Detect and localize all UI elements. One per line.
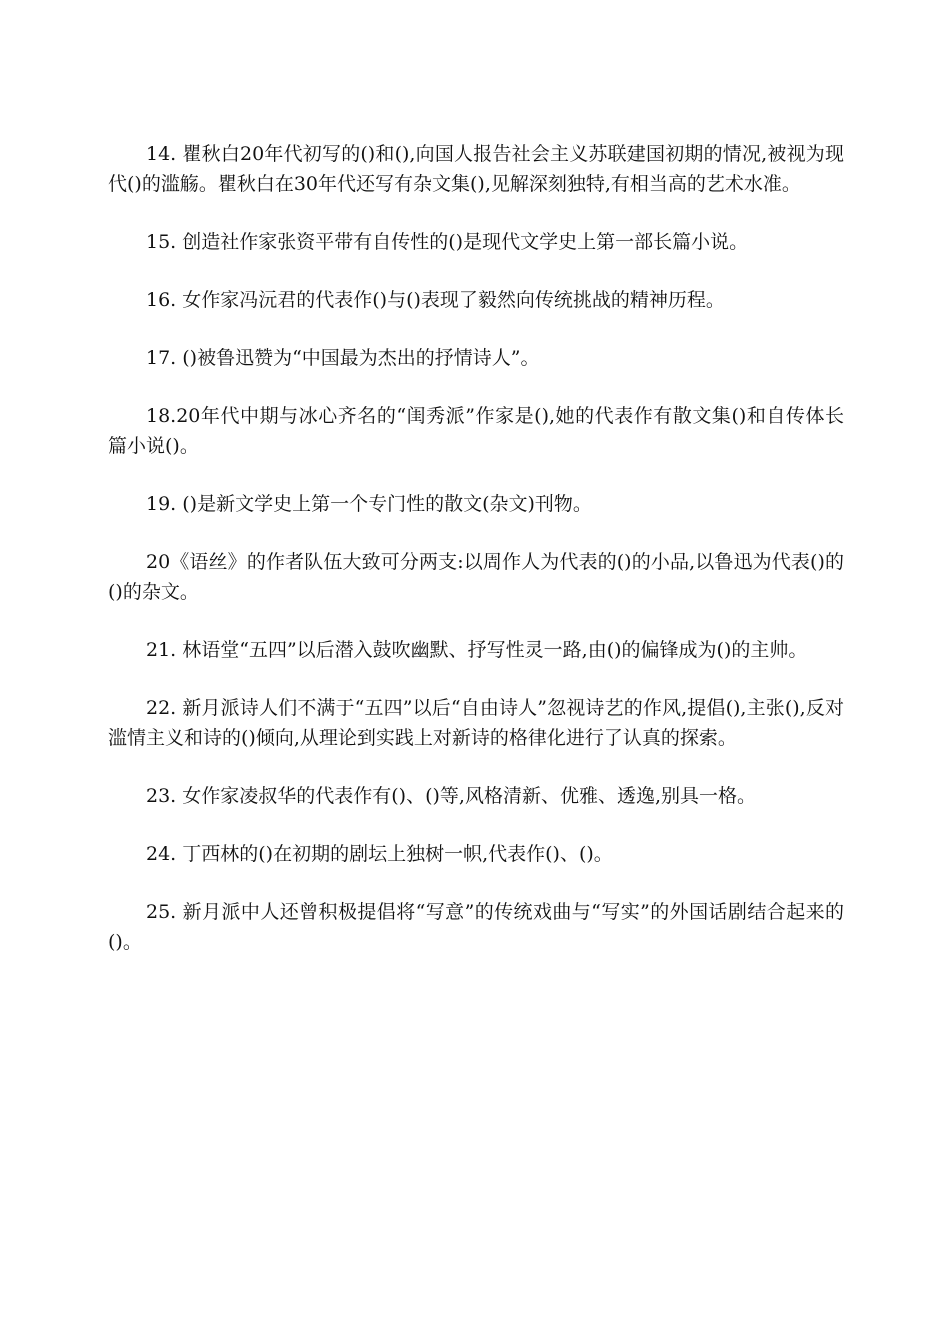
question-21: 21. 林语堂“五四”以后潜入鼓吹幽默、抒写性灵一路,由()的偏锋成为()的主帅。: [146, 639, 808, 661]
question-19: 19. ()是新文学史上第一个专门性的散文(杂文)刊物。: [146, 493, 592, 515]
question-16: 16. 女作家冯沅君的代表作()与()表现了毅然向传统挑战的精神历程。: [146, 289, 725, 311]
question-17: 17. ()被鲁迅赞为“中国最为杰出的抒情诗人”。: [146, 347, 540, 369]
question-18: 18.20年代中期与冰心齐名的“闺秀派”作家是(),她的代表作有散文集()和自传体长篇小说()。: [108, 405, 844, 457]
question-24: 24. 丁西林的()在初期的剧坛上独树一帜,代表作()、()。: [146, 843, 613, 865]
question-23: 23. 女作家凌叔华的代表作有()、()等,风格清新、优雅、透逸,别具一格。: [146, 785, 756, 807]
question-25: 25. 新月派中人还曾积极提倡将“写意”的传统戏曲与“写实”的外国话剧结合起来的()。: [108, 901, 844, 953]
question-15: 15. 创造社作家张资平带有自传性的()是现代文学史上第一部长篇小说。: [146, 231, 749, 253]
question-22: 22. 新月派诗人们不满于“五四”以后“自由诗人”忽视诗艺的作风,提倡(),主张(),反对滥情主义和诗的()倾向,从理论到实践上对新诗的格律化进行了认真的探索。: [108, 697, 844, 749]
question-14: 14. 瞿秋白20年代初写的()和(),向国人报告社会主义苏联建国初期的情况,被视为现代()的滥觞。瞿秋白在30年代还写有杂文集(),见解深刻独特,有相当高的艺术水准。: [108, 143, 844, 195]
question-list: [108, 139, 844, 985]
question-20: 20《语丝》的作者队伍大致可分两支:以周作人为代表的()的小品,以鲁迅为代表()的()的杂文。: [108, 551, 844, 603]
